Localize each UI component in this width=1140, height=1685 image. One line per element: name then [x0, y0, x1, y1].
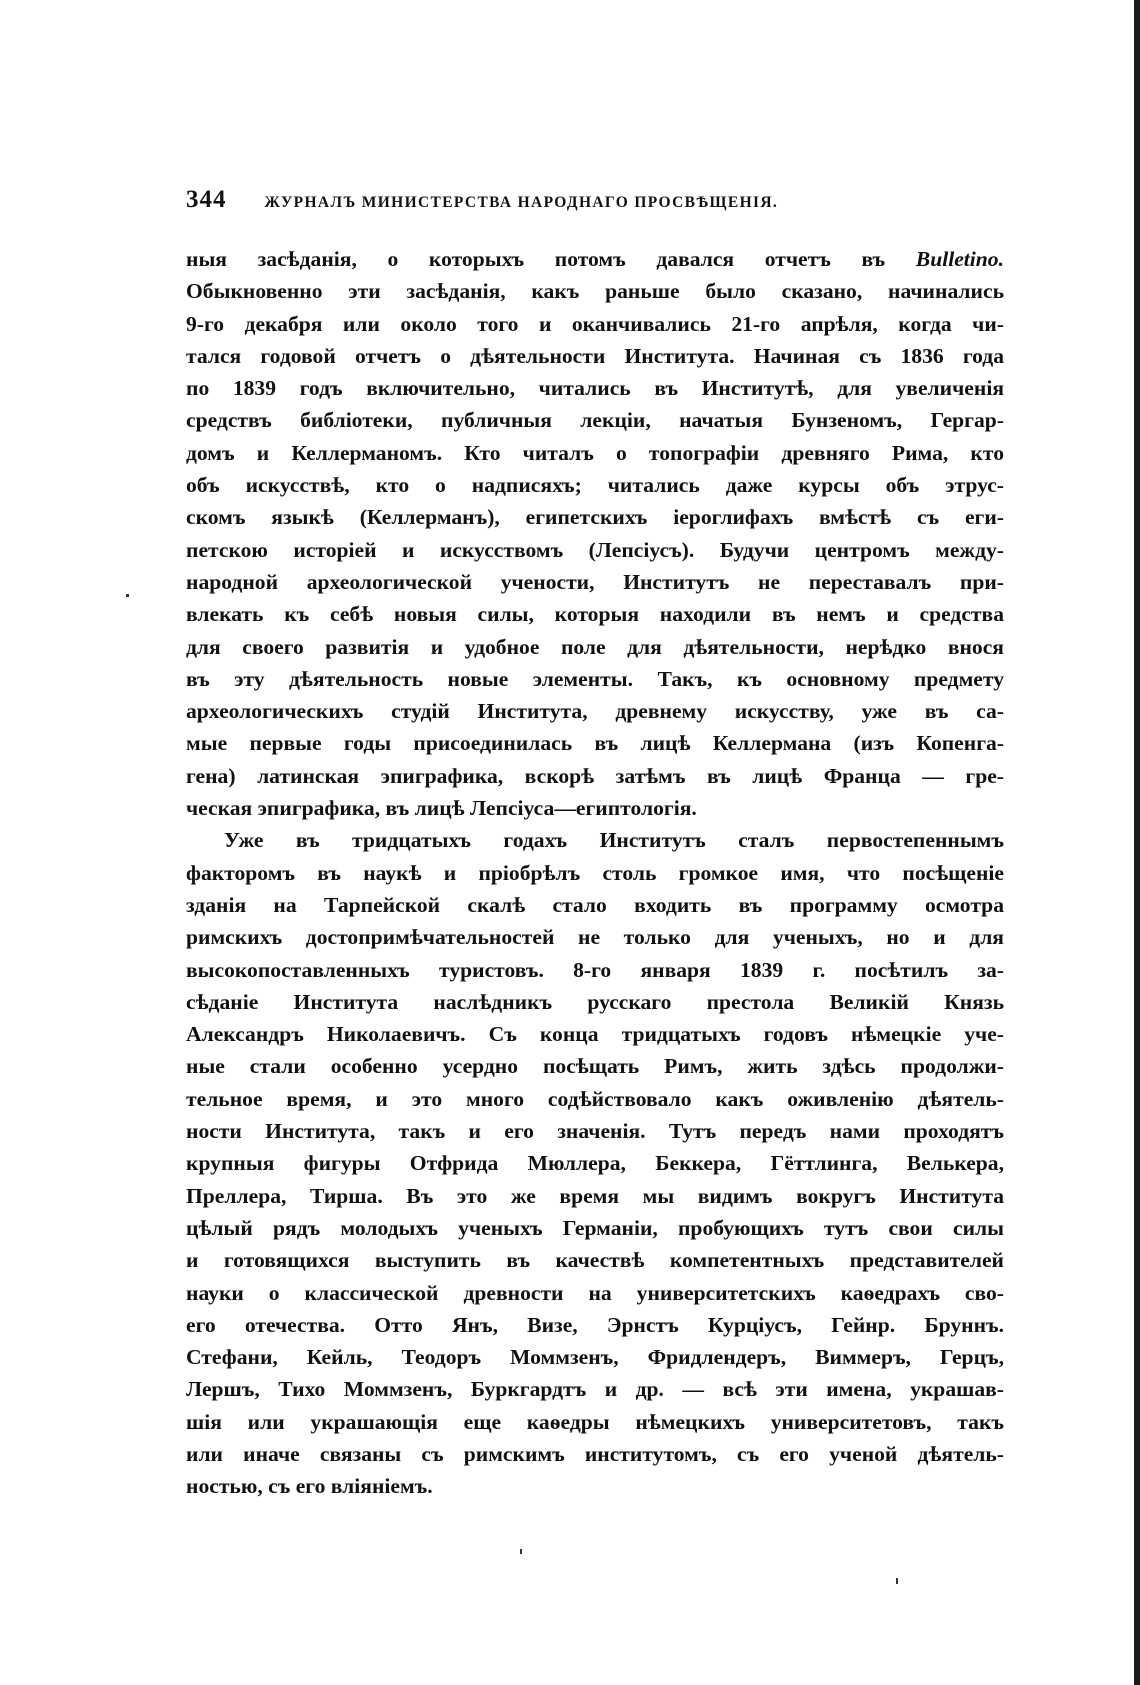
text-line: мые первые годы присоединилась въ лицѣ Келлермана (изъ Копенга-: [186, 731, 1004, 756]
scan-speck: [126, 594, 129, 597]
text-line: крупныя фигуры Отфрида Мюллера, Беккера, Гёттлинга, Велькера,: [186, 1151, 1004, 1176]
text-line: гена) латинская эпиграфика, вскорѣ затѣмъ въ лицѣ Франца — гре-: [186, 763, 1004, 788]
text-line: ности Института, такъ и его значенія. Тутъ передъ нами проходятъ: [186, 1119, 1004, 1144]
text-line: Александръ Николаевичъ. Съ конца тридцатыхъ годовъ нѣмецкіе уче-: [186, 1022, 1004, 1047]
text-line: Лершъ, Тихо Моммзенъ, Буркгардтъ и др. — всѣ эти имена, украшав-: [186, 1377, 1004, 1402]
text-line: ностью, съ его вліяніемъ.: [186, 1474, 433, 1499]
text-line: или иначе связаны съ римскимъ институтомъ, съ его ученой дѣятель-: [186, 1441, 1004, 1466]
scan-speck: [520, 1549, 522, 1554]
text-line: Уже въ тридцатыхъ годахъ Институтъ сталъ первостепеннымъ: [224, 828, 1004, 853]
text-line: факторомъ въ наукѣ и пріобрѣлъ столь громкое имя, что посѣщеніе: [186, 860, 1004, 885]
text-line: Обыкновенно эти засѣданія, какъ раньше было сказано, начинались: [186, 279, 1004, 304]
text-line: ческая эпиграфика, въ лицѣ Лепсіуса—египтологія.: [186, 796, 697, 821]
scan-speck: [896, 1578, 898, 1584]
text-line: шія или украшающія еще каѳедры нѣмецкихъ университетовъ, такъ: [186, 1409, 1004, 1434]
page-header: [186, 186, 906, 216]
text-line: скомъ языкѣ (Келлерманъ), египетскихъ іероглифахъ вмѣстѣ съ еги-: [186, 505, 1004, 530]
text-line: домъ и Келлерманомъ. Кто читалъ о топографіи древняго Рима, кто: [186, 440, 1004, 465]
text-line: ные стали особенно усердно посѣщать Римъ, жить здѣсь продолжи-: [186, 1054, 1004, 1079]
paragraph-1: [186, 243, 1004, 824]
text-line: 9-го декабря или около того и оканчивались 21-го апрѣля, когда чи-: [186, 311, 1004, 336]
scan-edge: [1134, 0, 1140, 1685]
italic-title: Bulletino.: [915, 247, 1004, 271]
text-line: для своего развитія и удобное поле для дѣятельности, нерѣдко внося: [186, 634, 1004, 659]
text-line: науки о классической древности на университетскихъ каѳедрахъ сво-: [186, 1280, 1004, 1305]
text-line: тался годовой отчетъ о дѣятельности Института. Начиная съ 1836 года: [186, 343, 1004, 368]
text-line: народной археологической учености, Институтъ не переставалъ при-: [186, 569, 1004, 594]
text-line: цѣлый рядъ молодыхъ ученыхъ Германіи, пробующихъ тутъ свои силы: [186, 1215, 1004, 1240]
text-line: Стефани, Кейль, Теодоръ Моммзенъ, Фридлендеръ, Виммеръ, Герцъ,: [186, 1345, 1004, 1370]
text-line: его отечества. Отто Янъ, Визе, Эрнстъ Курціусъ, Гейнр. Бруннъ.: [186, 1312, 1004, 1337]
running-title: ЖУРНАЛЪ МИНИСТЕРСТВА НАРОДНАГО ПРОСВѢЩЕНІЯ.: [264, 194, 779, 211]
text-line: влекать къ себѣ новыя силы, которыя находили въ немъ и средства: [186, 602, 1004, 627]
text-line: петскою исторіей и искусствомъ (Лепсіусъ). Будучи центромъ между-: [186, 537, 1004, 562]
text-line: по 1839 годъ включительно, читались въ Институтѣ, для увеличенія: [186, 376, 1004, 401]
text-line: высокопоставленныхъ туристовъ. 8-го января 1839 г. посѣтилъ за-: [186, 957, 1004, 982]
text-line: сѣданіе Института наслѣдникъ русскаго престола Великій Князь: [186, 989, 1004, 1014]
text-line: средствъ библіотеки, публичныя лекціи, начатыя Бунзеномъ, Гергар-: [186, 408, 1004, 433]
page-number: 344: [186, 186, 227, 213]
text-line: Преллера, Тирша. Въ это же время мы видимъ вокругъ Института: [186, 1183, 1004, 1208]
paragraph-2: [186, 824, 1004, 1502]
body-text: [186, 243, 1004, 1503]
text-line: археологическихъ студій Института, древнему искусству, уже въ са-: [186, 699, 1004, 724]
text-line: ныя засѣданія, о которыхъ потомъ давался отчетъ въ Bulletino.: [186, 247, 1004, 271]
text-line: объ искусствѣ, кто о надписяхъ; читались даже курсы объ этрус-: [186, 473, 1004, 498]
text-line: зданія на Тарпейской скалѣ стало входить въ программу осмотра: [186, 892, 1004, 917]
text-line: и готовящихся выступить въ качествѣ компетентныхъ представителей: [186, 1248, 1004, 1273]
text-line: въ эту дѣятельность новые элементы. Такъ, къ основному предмету: [186, 666, 1004, 691]
text-line: тельное время, и это много содѣйствовало какъ оживленію дѣятель-: [186, 1086, 1004, 1111]
text-line: римскихъ достопримѣчательностей не только для ученыхъ, но и для: [186, 925, 1004, 950]
